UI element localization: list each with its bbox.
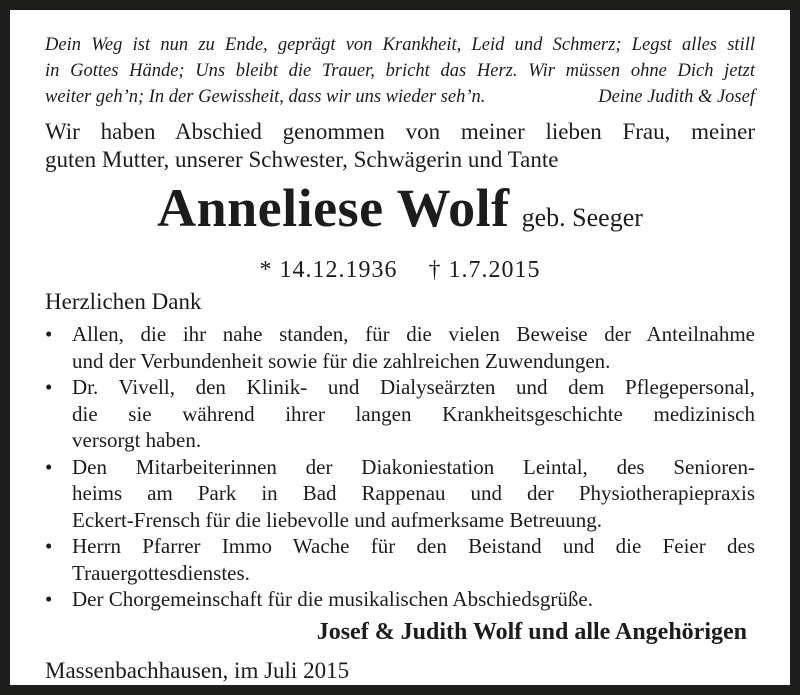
bullet-marker: • [45, 454, 53, 479]
list-item-line: versorgt haben. [72, 428, 202, 452]
list-item-line: Herrn Pfarrer Immo Wache für den Beistand und die Feier des [72, 534, 755, 558]
list-item [45, 374, 755, 454]
list-item-line: Allen, die ihr nahe standen, für die vielen Beweise der Anteilnahme [72, 322, 755, 346]
list-item [45, 586, 755, 613]
life-dates [45, 256, 755, 284]
list-item-line: heims am Park in Bad Rappenau und der Physiotherapiepraxis [72, 481, 755, 505]
intro-line: Wir haben Abschied genommen von meiner lieben Frau, meiner [45, 119, 755, 144]
thanks-list [45, 321, 755, 613]
maiden-name: geb. Seeger [521, 203, 643, 232]
verse-line: in Gottes Hände; Uns bleibt die Trauer, bricht das Herz. Wir müssen ohne Dich jetzt [45, 61, 755, 81]
signature: Josef & Judith Wolf und alle Angehörigen [316, 618, 747, 645]
list-item-line: Den Mitarbeiterinnen der Diakoniestation Leintal, des Senioren- [72, 454, 755, 479]
list-item-line: die sie während ihrer langen Krankheitsgeschichte medizinisch [72, 401, 755, 426]
list-item-text [72, 321, 755, 374]
intro-line: guten Mutter, unserer Schwester, Schwägerin und Tante [45, 147, 559, 172]
notice-page [10, 10, 790, 685]
list-item-line: Der Chorgemeinschaft für die musikalischen Abschiedsgrüße. [72, 587, 593, 611]
verse-line [45, 84, 755, 110]
bullet-marker: • [45, 587, 53, 611]
list-item-text [72, 586, 755, 613]
list-item [45, 454, 755, 534]
list-item-text [72, 533, 755, 586]
birth-date: * 14.12.1936 [259, 257, 398, 283]
bullet-marker: • [45, 534, 53, 558]
bullet-marker: • [45, 322, 53, 346]
deceased-name-row [45, 180, 755, 250]
verse-attribution: Deine Judith & Josef [598, 87, 755, 107]
bullet-marker: • [45, 375, 53, 399]
death-date: † 1.7.2015 [428, 257, 541, 283]
list-item-text [72, 454, 755, 534]
list-item-line: und der Verbundenheit sowie für die zahlreichen Zuwendungen. [72, 348, 611, 373]
farewell-text [45, 118, 755, 174]
list-item [45, 533, 755, 586]
verse-line-text: weiter geh’n; In der Gewissheit, dass wir uns wieder seh’n. [45, 87, 486, 107]
list-item [45, 321, 755, 374]
list-item-line: Trauergottesdienstes. [72, 560, 250, 585]
closing-line: Massenbachhausen, im Juli 2015 [45, 657, 350, 683]
memorial-verse [45, 32, 755, 110]
verse-line: Dein Weg ist nun zu Ende, geprägt von Krankheit, Leid und Schmerz; Legst alles still [45, 35, 755, 55]
list-item-line: Eckert-Frensch für die liebevolle und aufmerksame Betreuung. [72, 507, 603, 532]
thanks-heading: Herzlichen Dank [45, 289, 202, 314]
deceased-name: Anneliese Wolf [157, 178, 510, 238]
list-item-text [72, 374, 755, 454]
list-item-line: Dr. Vivell, den Klinik- und Dialyseärzten und dem Pflegepersonal, [72, 375, 755, 399]
